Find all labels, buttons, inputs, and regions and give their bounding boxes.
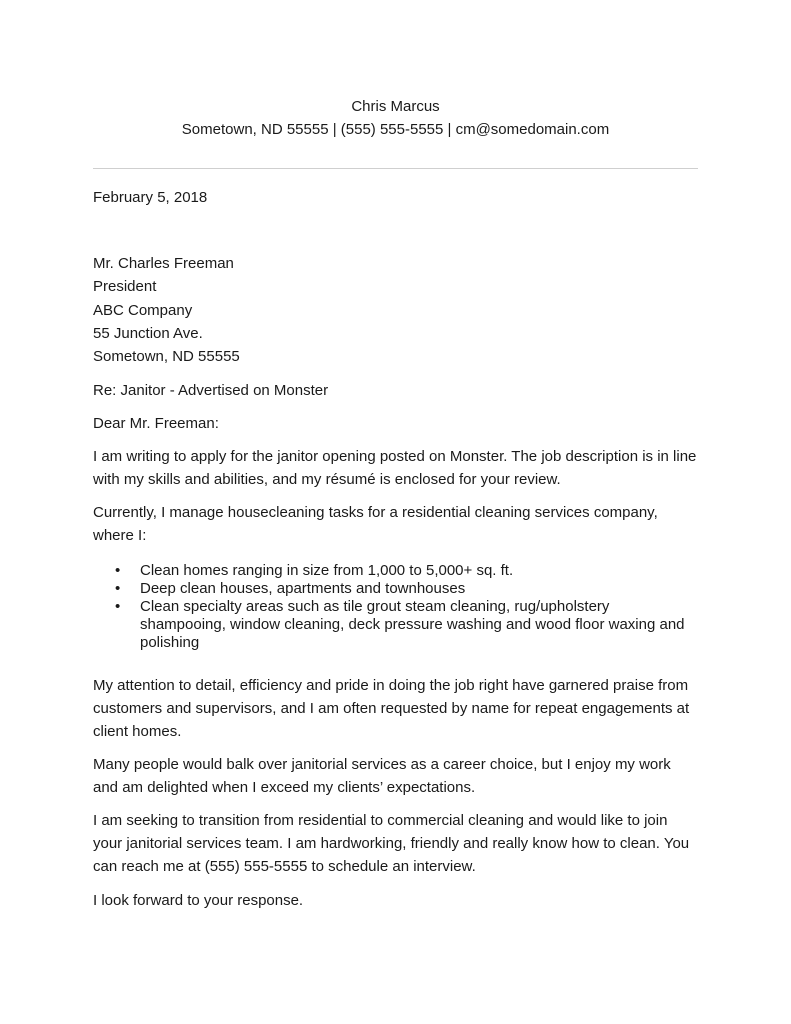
list-item <box>93 580 698 598</box>
sender-contact: Sometown, ND 55555 | (555) 555-5555 | cm@somedomain.com <box>181 121 610 138</box>
sender-name: Chris Marcus <box>351 98 440 115</box>
recipient-title: President <box>93 278 157 295</box>
bullet-icon: • <box>115 562 121 579</box>
list-item <box>93 562 698 580</box>
list-item-text: Clean homes ranging in size from 1,000 to 5,000+ sq. ft. <box>140 562 514 579</box>
recipient-company: ABC Company <box>93 302 193 319</box>
list-item-text: Deep clean houses, apartments and townhouses <box>140 580 466 597</box>
closing-line: I look forward to your response. <box>93 892 304 909</box>
list-item <box>93 598 698 652</box>
header-divider <box>93 168 698 169</box>
salutation: Dear Mr. Freeman: <box>93 415 219 432</box>
paragraph-intro: I am writing to apply for the janitor opening posted on Monster. The job description is in line with my skills and abilities, and my résumé is enclosed for your review. <box>93 448 697 488</box>
duties-list <box>93 562 698 652</box>
recipient-name: Mr. Charles Freeman <box>93 255 234 272</box>
letter-date: February 5, 2018 <box>93 189 208 206</box>
recipient-street: 55 Junction Ave. <box>93 325 203 342</box>
paragraph-current-role: Currently, I manage housecleaning tasks for a residential cleaning services company, where I: <box>93 504 658 544</box>
subject-line: Re: Janitor - Advertised on Monster <box>93 382 329 399</box>
paragraph-transition: I am seeking to transition from residential to commercial cleaning and would like to join your janitorial services team. I am hardworking, friendly and really know how to clean. You can reach me at (555) 555-5555 to schedule an interview. <box>93 812 690 875</box>
recipient-city: Sometown, ND 55555 <box>93 348 240 365</box>
paragraph-attention: My attention to detail, efficiency and pride in doing the job right have garnered praise from customers and supervisors, and I am often requested by name for repeat engagements at client homes. <box>93 677 690 740</box>
paragraph-career: Many people would balk over janitorial services as a career choice, but I enjoy my work and am delighted when I exceed my clients’ expectations. <box>93 756 671 796</box>
list-item-text: Clean specialty areas such as tile grout steam cleaning, rug/upholstery shampooing, window cleaning, deck pressure washing and wood floor waxing and polishing <box>140 598 685 651</box>
bullet-icon: • <box>115 580 121 597</box>
bullet-icon: • <box>115 598 121 615</box>
